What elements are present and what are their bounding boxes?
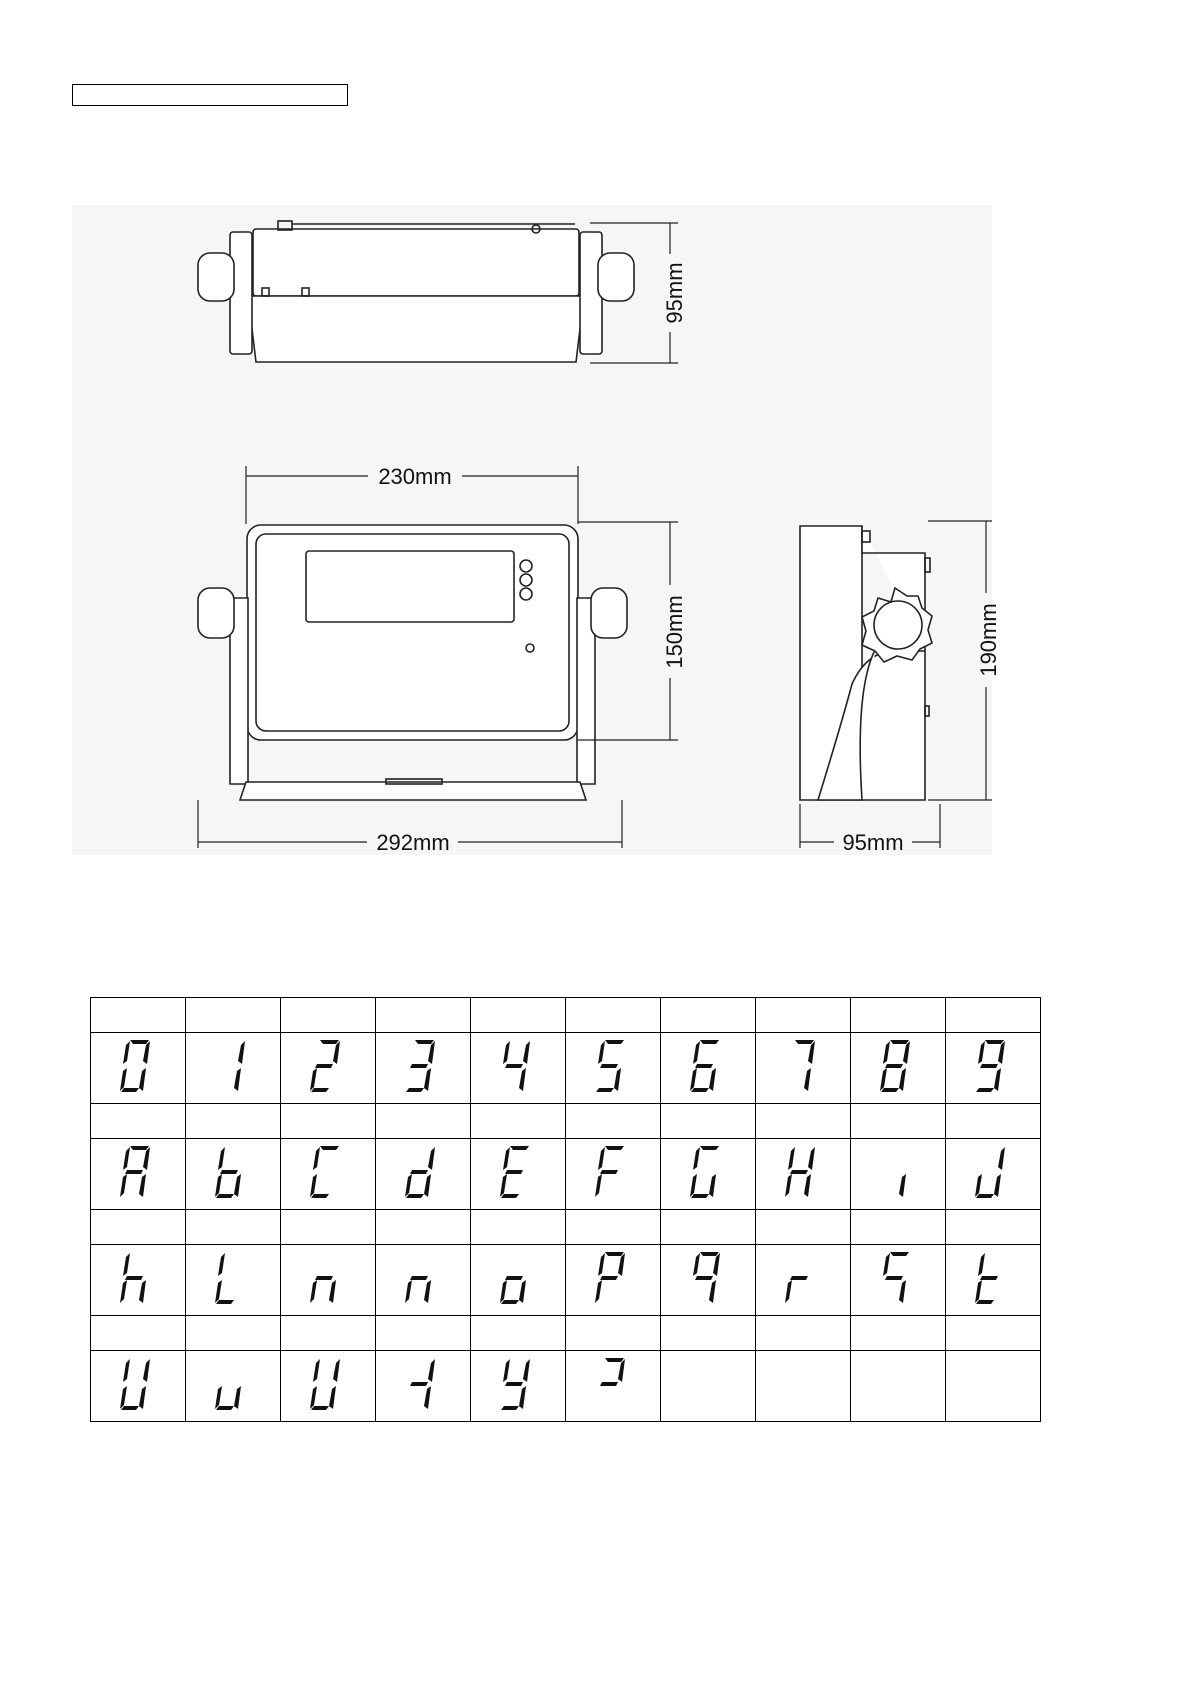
segment-glyph-cell: [91, 1033, 186, 1104]
top-view: [198, 221, 634, 362]
segment-glyph-cell: [281, 1351, 376, 1422]
segment-label-cell: [946, 1210, 1041, 1245]
segment-glyph-cell: [661, 1245, 756, 1316]
segment-glyph-row: [91, 1033, 1041, 1104]
segment-glyph-t: [958, 1248, 1028, 1312]
segment-label-cell: [851, 1104, 946, 1139]
segment-glyph-cell: [566, 1245, 661, 1316]
segment-glyph-4: [483, 1036, 553, 1100]
segment-glyph-cell: [851, 1139, 946, 1210]
segment-label-cell: [756, 1104, 851, 1139]
segment-glyph-F: [578, 1142, 648, 1206]
segment-glyph-cell: [756, 1245, 851, 1316]
segment-label-cell: [376, 1316, 471, 1351]
segment-label-cell: [471, 1210, 566, 1245]
segment-label-cell: [661, 1104, 756, 1139]
segment-glyph-cell: [851, 1245, 946, 1316]
segment-label-cell: [281, 1316, 376, 1351]
segment-label-cell: [471, 1104, 566, 1139]
overall-width-label: 292mm: [376, 830, 450, 855]
segment-glyph-cell: [91, 1351, 186, 1422]
segment-label-cell: [471, 1316, 566, 1351]
segment-label-cell: [186, 998, 281, 1033]
segment-glyph-Z: [578, 1354, 648, 1418]
segment-label-cell: [186, 1316, 281, 1351]
segment-glyph-M: [293, 1248, 363, 1312]
segment-glyph-cell: [471, 1139, 566, 1210]
segment-glyph-row: [91, 1139, 1041, 1210]
segment-label-cell: [946, 1104, 1041, 1139]
segment-glyph-q: [673, 1248, 743, 1312]
front-width-label: 230mm: [378, 464, 452, 489]
segment-glyph-H: [768, 1142, 838, 1206]
segment-glyph-W: [388, 1354, 458, 1418]
segment-glyph-cell: [281, 1139, 376, 1210]
segment-glyph-K: [103, 1248, 173, 1312]
segment-glyph-u: [198, 1354, 268, 1418]
segment-glyph-cell: [186, 1139, 281, 1210]
segment-glyph-n: [388, 1248, 458, 1312]
segment-label-cell: [91, 1104, 186, 1139]
segment-label-cell: [91, 998, 186, 1033]
segment-label-cell: [566, 1210, 661, 1245]
segment-glyph-cell: [91, 1139, 186, 1210]
segment-glyph-cell: [946, 1351, 1041, 1422]
segment-label-cell: [186, 1104, 281, 1139]
segment-glyph-E: [483, 1142, 553, 1206]
segment-label-cell: [851, 998, 946, 1033]
segment-label-row: [91, 1210, 1041, 1245]
segment-label-cell: [281, 1104, 376, 1139]
segment-label-cell: [186, 1210, 281, 1245]
side-height-label: 190mm: [976, 603, 1001, 677]
segment-glyph-row: [91, 1351, 1041, 1422]
segment-label-cell: [661, 998, 756, 1033]
segment-glyph-cell: [186, 1351, 281, 1422]
segment-glyph-b: [198, 1142, 268, 1206]
segment-glyph-C: [293, 1142, 363, 1206]
segment-glyph-P: [578, 1248, 648, 1312]
segment-glyph-cell: [756, 1351, 851, 1422]
segment-label-cell: [91, 1210, 186, 1245]
segment-glyph-6: [673, 1036, 743, 1100]
segment-glyph-A: [103, 1142, 173, 1206]
segment-label-cell: [471, 998, 566, 1033]
segment-glyph-cell: [566, 1139, 661, 1210]
segment-glyph-G: [673, 1142, 743, 1206]
segment-label-row: [91, 998, 1041, 1033]
segment-glyph-i: [863, 1142, 933, 1206]
segment-glyph-cell: [186, 1245, 281, 1316]
segment-label-row: [91, 1104, 1041, 1139]
segment-label-cell: [376, 1104, 471, 1139]
segment-glyph-2: [293, 1036, 363, 1100]
segment-glyph-cell: [376, 1245, 471, 1316]
segment-label-cell: [756, 1316, 851, 1351]
segment-glyph-U: [103, 1354, 173, 1418]
segment-glyph-cell: [471, 1245, 566, 1316]
segment-label-cell: [91, 1316, 186, 1351]
segment-glyph-J: [958, 1142, 1028, 1206]
segment-label-cell: [566, 998, 661, 1033]
segment-glyph-S: [863, 1248, 933, 1312]
segment-glyph-cell: [471, 1033, 566, 1104]
segment-glyph-cell: [756, 1033, 851, 1104]
segment-glyph-cell: [376, 1351, 471, 1422]
segment-label-cell: [851, 1316, 946, 1351]
segment-glyph-cell: [281, 1033, 376, 1104]
segment-glyph-5: [578, 1036, 648, 1100]
segment-label-cell: [851, 1210, 946, 1245]
segment-label-row: [91, 1316, 1041, 1351]
segment-glyph-0: [103, 1036, 173, 1100]
segment-label-cell: [946, 1316, 1041, 1351]
segment-glyph-d: [388, 1142, 458, 1206]
segment-label-cell: [566, 1104, 661, 1139]
segment-glyph-o: [483, 1248, 553, 1312]
segment-glyph-row: [91, 1245, 1041, 1316]
segment-glyph-cell: [281, 1245, 376, 1316]
top-height-label: 95mm: [662, 262, 687, 324]
segment-label-cell: [566, 1316, 661, 1351]
segment-glyph-L: [198, 1248, 268, 1312]
segment-glyph-8: [863, 1036, 933, 1100]
segment-glyph-cell: [756, 1139, 851, 1210]
segment-glyph-cell: [946, 1245, 1041, 1316]
segment-label-cell: [376, 1210, 471, 1245]
segment-label-cell: [281, 998, 376, 1033]
segment-glyph-7: [768, 1036, 838, 1100]
segment-label-cell: [661, 1210, 756, 1245]
segment-glyph-cell: [661, 1139, 756, 1210]
segment-label-cell: [281, 1210, 376, 1245]
segment-glyph-cell: [91, 1245, 186, 1316]
segment-label-cell: [946, 998, 1041, 1033]
segment-label-cell: [756, 998, 851, 1033]
segment-label-cell: [756, 1210, 851, 1245]
segment-glyph-cell: [471, 1351, 566, 1422]
segment-glyph-cell: [661, 1351, 756, 1422]
segment-glyph-V: [293, 1354, 363, 1418]
segment-glyph-cell: [566, 1033, 661, 1104]
segment-glyph-cell: [946, 1033, 1041, 1104]
segment-glyph-cell: [661, 1033, 756, 1104]
segment-glyph-cell: [851, 1351, 946, 1422]
segment-glyph-cell: [851, 1033, 946, 1104]
side-depth-label: 95mm: [842, 830, 904, 855]
segment-glyph-cell: [946, 1139, 1041, 1210]
segment-glyph-9: [958, 1036, 1028, 1100]
segment-glyph-1: [198, 1036, 268, 1100]
segment-glyph-cell: [376, 1139, 471, 1210]
segment-glyph-Y: [483, 1354, 553, 1418]
segment-label-cell: [376, 998, 471, 1033]
segment-glyph-3: [388, 1036, 458, 1100]
segment-glyph-cell: [376, 1033, 471, 1104]
front-height-label: 150mm: [662, 595, 687, 669]
segment-glyph-cell: [566, 1351, 661, 1422]
segment-glyph-cell: [186, 1033, 281, 1104]
segment-character-table: [90, 997, 1041, 1422]
segment-glyph-r: [768, 1248, 838, 1312]
segment-label-cell: [661, 1316, 756, 1351]
